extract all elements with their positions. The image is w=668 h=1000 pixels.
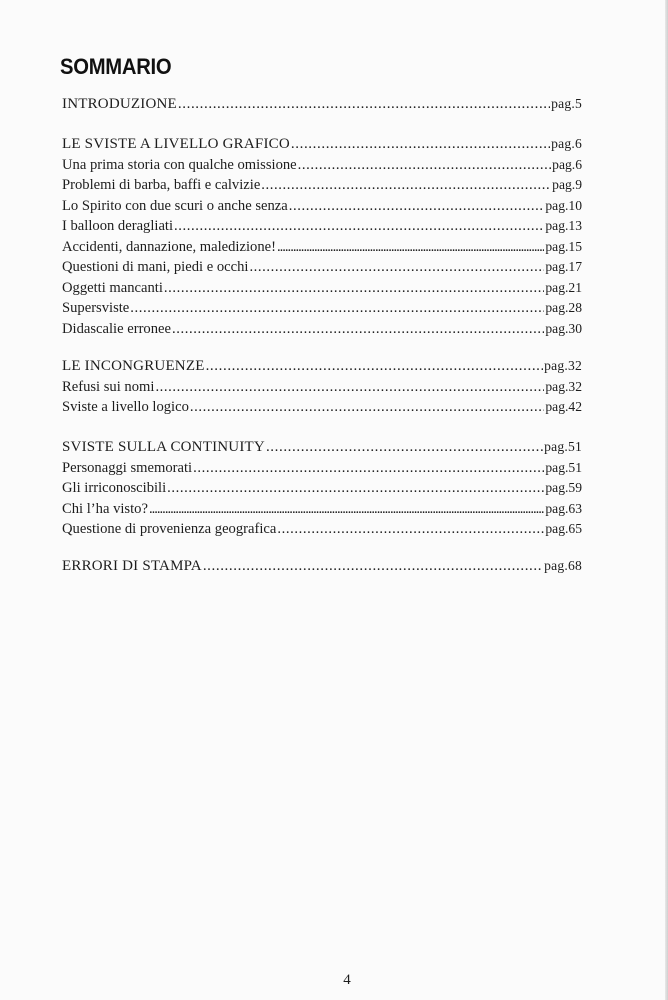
toc-entry-label: Gli irriconoscibili bbox=[62, 480, 167, 496]
toc-entry-page: pag.59 bbox=[545, 480, 582, 495]
toc-entry-label: Questioni di mani, piedi e occhi bbox=[62, 259, 249, 275]
toc-entry-label: LE INCONGRUENZE bbox=[62, 358, 205, 374]
toc-entry-label: Una prima storia con qualche omissione bbox=[62, 156, 297, 173]
toc-leader-dots bbox=[174, 216, 544, 237]
toc-leader-dots bbox=[193, 458, 544, 479]
toc-entry-label: Didascalie erronee bbox=[62, 320, 171, 337]
toc-entry-label: Questione di provenienza geografica bbox=[62, 521, 277, 537]
toc-entry-label: LE SVISTE A LIVELLO GRAFICO bbox=[62, 136, 290, 152]
toc-leader-dots bbox=[155, 377, 544, 398]
toc-leader-dots bbox=[149, 499, 544, 520]
toc-entry bbox=[62, 175, 582, 196]
toc-leader-dots bbox=[291, 134, 550, 155]
toc-entry bbox=[62, 257, 582, 278]
toc-leader-dots bbox=[261, 175, 551, 196]
toc-entry-page: pag.5 bbox=[551, 96, 582, 111]
toc-entry bbox=[62, 458, 582, 479]
toc-entry-label: ERRORI DI STAMPA bbox=[62, 558, 202, 574]
toc-leader-dots bbox=[178, 94, 550, 115]
toc-group-errori-stampa bbox=[62, 556, 582, 577]
toc-entry-label: Chi l’ha visto? bbox=[62, 500, 148, 517]
toc-entry-label: Personaggi smemorati bbox=[62, 459, 193, 476]
toc-entry-label: INTRODUZIONE bbox=[62, 96, 177, 112]
toc-leader-dots bbox=[203, 556, 543, 577]
toc-leader-dots bbox=[289, 196, 545, 217]
toc-entry-label: Lo Spirito con due scuri o anche senza bbox=[62, 197, 288, 214]
toc-entry bbox=[62, 499, 582, 520]
toc-entry-page: pag.17 bbox=[545, 259, 582, 274]
toc-entry-page: pag.28 bbox=[545, 300, 582, 315]
toc-entry-page: pag.32 bbox=[545, 378, 582, 394]
toc-entry-page: pag.32 bbox=[544, 358, 582, 373]
toc-entry-page: pag.6 bbox=[551, 136, 582, 151]
toc-entry-page: pag.63 bbox=[545, 500, 582, 516]
toc-entry bbox=[62, 196, 582, 217]
toc-section-heading bbox=[62, 356, 582, 377]
toc-entry-page: pag.68 bbox=[544, 558, 582, 573]
toc-entry-page: pag.13 bbox=[545, 218, 582, 233]
toc-leader-dots bbox=[172, 319, 544, 340]
page-number: 4 bbox=[343, 972, 351, 988]
toc-entry bbox=[62, 478, 582, 499]
toc-group-introduzione bbox=[62, 94, 582, 115]
toc-entry bbox=[62, 377, 582, 398]
toc-entry bbox=[62, 319, 582, 340]
toc-entry-page: pag.15 bbox=[545, 238, 582, 254]
toc-leader-dots bbox=[266, 437, 543, 458]
toc-leader-dots bbox=[298, 155, 552, 176]
toc-entry bbox=[62, 298, 582, 319]
toc-leader-dots bbox=[249, 257, 544, 278]
toc-leader-dots bbox=[277, 237, 544, 258]
toc-entry-page: pag.6 bbox=[552, 156, 582, 172]
toc-entry-label: Accidenti, dannazione, maledizione! bbox=[62, 238, 276, 255]
toc-entry-page: pag.51 bbox=[544, 439, 582, 454]
toc-entry bbox=[62, 519, 582, 540]
page-title: SOMMARIO bbox=[60, 54, 172, 79]
toc-leader-dots bbox=[167, 478, 544, 499]
toc-section-heading bbox=[62, 134, 582, 155]
toc-group-incongruenze bbox=[62, 356, 582, 418]
toc-entry-page: pag.42 bbox=[545, 399, 582, 414]
toc-entry-label: Oggetti mancanti bbox=[62, 279, 163, 296]
toc-entry bbox=[62, 155, 582, 176]
toc-entry-label: Sviste a livello logico bbox=[62, 399, 189, 415]
toc-section-heading bbox=[62, 437, 582, 458]
toc-entry-page: pag.21 bbox=[545, 279, 582, 295]
toc-entry bbox=[62, 397, 582, 418]
toc-entry-page: pag.65 bbox=[545, 521, 582, 536]
toc-entry bbox=[62, 237, 582, 258]
toc-leader-dots bbox=[190, 397, 545, 418]
toc-entry bbox=[62, 278, 582, 299]
toc-leader-dots bbox=[277, 519, 544, 540]
toc-entry bbox=[62, 216, 582, 237]
toc-entry-page: pag.9 bbox=[552, 177, 582, 192]
toc-entry-label: I balloon deragliati bbox=[62, 218, 174, 234]
toc-entry-page: pag.51 bbox=[545, 459, 582, 475]
toc-leader-dots bbox=[130, 298, 544, 319]
toc-entry bbox=[62, 94, 582, 115]
toc-entry-label: SVISTE SULLA CONTINUITY bbox=[62, 439, 265, 455]
toc-leader-dots bbox=[164, 278, 544, 299]
toc-group-continuity bbox=[62, 437, 582, 540]
toc-leader-dots bbox=[206, 356, 544, 377]
toc-entry-page: pag.10 bbox=[545, 197, 582, 213]
toc-entry-page: pag.30 bbox=[545, 320, 582, 336]
toc-group-sviste-grafico bbox=[62, 134, 582, 339]
toc-entry-label: Supersviste bbox=[62, 300, 130, 316]
toc-section-heading bbox=[62, 556, 582, 577]
toc-entry-label: Refusi sui nomi bbox=[62, 378, 155, 395]
toc-entry-label: Problemi di barba, baffi e calvizie bbox=[62, 177, 261, 193]
